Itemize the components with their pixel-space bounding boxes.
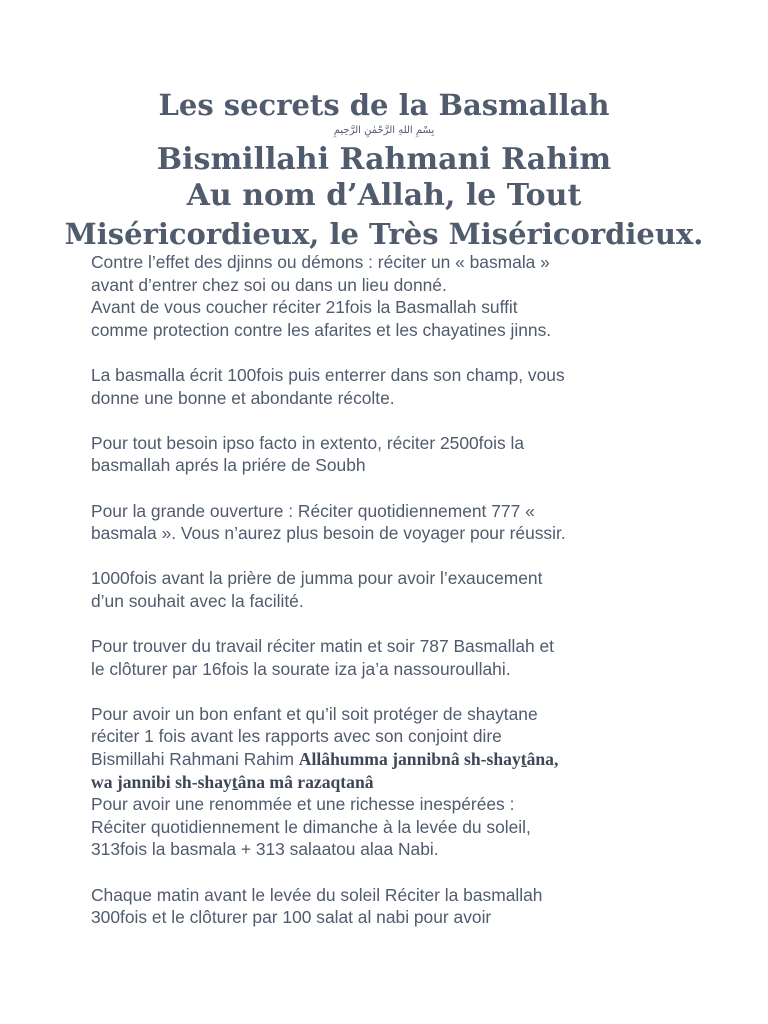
- paragraph-enfant: [91, 703, 691, 861]
- text-line: basmallah aprés la priére de Soubh: [91, 455, 366, 476]
- text-line: Chaque matin avant le levée du soleil Réciter la basmallah: [91, 884, 543, 905]
- dua-text: Allâhumma jannibnâ sh-shayṯâna,: [298, 749, 559, 770]
- text-line: comme protection contre les afarites et les chayatines jinns.: [91, 319, 552, 340]
- text-line: Réciter quotidiennement le dimanche à la levée du soleil,: [91, 816, 531, 837]
- text-line: basmala ». Vous n’aurez plus besoin de voyager pour réussir.: [91, 523, 566, 544]
- paragraph-djinns: [91, 251, 691, 341]
- translation-line-2: Miséricordieux, le Très Miséricordieux.: [64, 217, 704, 251]
- text-plain: Bismillahi Rahmani Rahim: [91, 749, 299, 770]
- text-line: La basmalla écrit 100fois puis enterrer dans son champ, vous: [91, 364, 565, 385]
- paragraph-besoin: [91, 432, 691, 477]
- text-line: Pour la grande ouverture : Réciter quotidiennement 777 «: [91, 500, 535, 521]
- translation-line-1: Au nom d’Allah, le Tout: [186, 178, 582, 213]
- dua-text: wa jannibi sh-shayṯâna mâ razaqtanâ: [91, 771, 374, 792]
- document-body: [91, 251, 691, 929]
- text-line: Pour avoir une renommée et une richesse inespérées :: [91, 794, 515, 815]
- text-line: d’un souhait avec la facilité.: [91, 590, 304, 611]
- text-line: donne une bonne et abondante récolte.: [91, 387, 395, 408]
- text-line: le clôturer par 16fois la sourate iza ja’a nassouroullahi.: [91, 658, 511, 679]
- arabic-basmala: بِسْمِ اللهِ الرَّحْمٰنِ الرَّحِيمِ: [333, 125, 435, 136]
- paragraph-matin: [91, 884, 691, 929]
- paragraph-recolte: [91, 364, 691, 409]
- paragraph-ouverture: [91, 500, 691, 545]
- text-line: 1000fois avant la prière de jumma pour avoir l’exaucement: [91, 568, 543, 589]
- text-line: Pour tout besoin ipso facto in extento, réciter 2500fois la: [91, 432, 525, 453]
- text-line: réciter 1 fois avant les rapports avec son conjoint dire: [91, 726, 502, 747]
- paragraph-jumma: [91, 567, 691, 612]
- text-line: 300fois et le clôturer par 100 salat al nabi pour avoir: [91, 907, 492, 928]
- text-line: avant d’entrer chez soi ou dans un lieu donné.: [91, 274, 447, 295]
- page-title: Les secrets de la Basmallah: [158, 88, 610, 122]
- page-subtitle: Bismillahi Rahmani Rahim: [156, 142, 612, 177]
- text-line: [91, 748, 691, 771]
- text-line: Avant de vous coucher réciter 21fois la Basmallah suffit: [91, 297, 518, 318]
- text-line: Pour avoir un bon enfant et qu’il soit protéger de shaytane: [91, 703, 538, 724]
- text-line: Pour trouver du travail réciter matin et soir 787 Basmallah et: [91, 636, 554, 657]
- paragraph-travail: [91, 635, 691, 680]
- text-line: Contre l’effet des djinns ou démons : réciter un « basmala »: [91, 252, 550, 272]
- text-line: 313fois la basmala + 313 salaatou alaa Nabi.: [91, 839, 439, 860]
